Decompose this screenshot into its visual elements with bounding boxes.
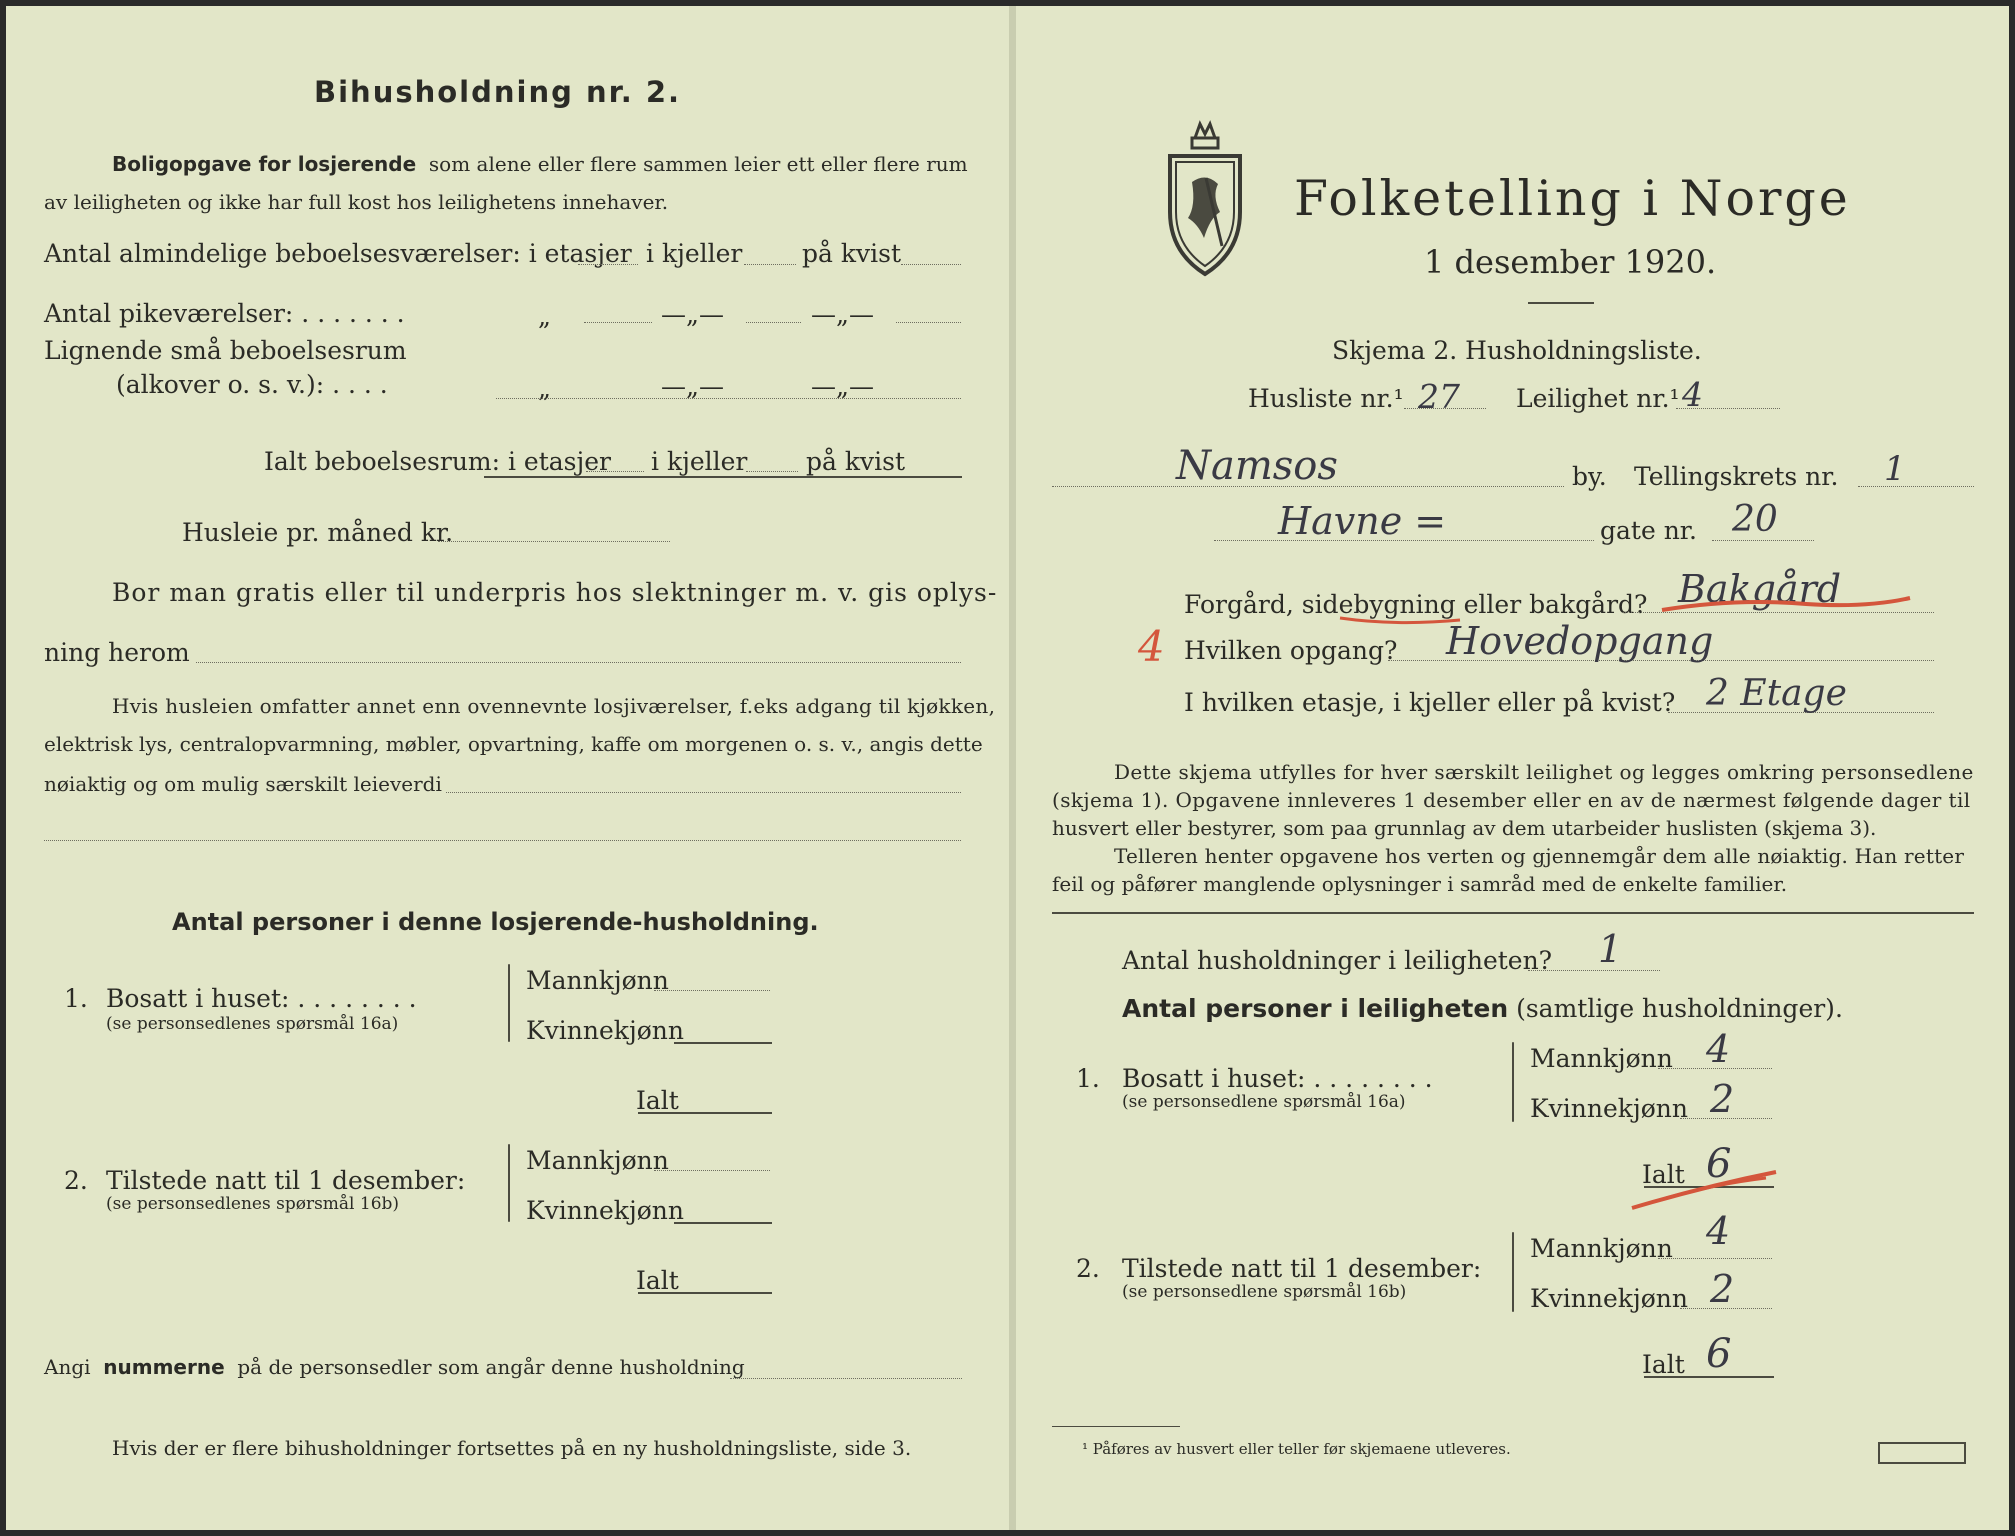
right-q2-sub: (se personsedlene spørsmål 16b) [1122,1282,1407,1302]
right-q2-mann-label: Mannkjønn [1530,1234,1673,1263]
left-q1-mann-label: Mannkjønn [526,966,669,995]
gate-nr-value: 20 [1732,499,1778,540]
info-line-5: feil og påfører manglende oplysninger i samråd med de enkelte familier. [1052,872,1788,896]
forgard-value: Bakgård [1678,567,1842,611]
leilighet-label: Leilighet nr.¹ [1516,384,1680,413]
pers-heading [1122,996,1843,1021]
ialt-underline [484,476,962,478]
left-page [6,6,1009,1530]
intro-line-1 [112,154,968,174]
etasje-label: I hvilken etasje, i kjeller eller på kvist? [1184,688,1676,717]
pers-rest: (samtlige husholdninger). [1516,994,1843,1023]
coat-of-arms-icon [1162,120,1248,280]
info-rule [1052,912,1974,914]
pike-ditto-3: —„— [811,300,874,329]
left-antal-heading: Antal personer i denne losjerende-husholdning. [172,908,819,936]
rooms-kvist-field[interactable] [901,264,961,265]
pike-kjeller-field[interactable] [746,322,801,323]
right-q1-ialt-value: 6 [1706,1141,1732,1187]
left-q2-num: 2. [64,1166,88,1195]
left-q1-label: Bosatt i huset: . . . . . . . . [106,984,417,1013]
info-line-1: Dette skjema utfylles for hver særskilt leilighet og legges omkring personsedlene [1114,760,1974,784]
krets-label: Tellingskrets nr. [1634,462,1839,491]
intro-line-2: av leiligheten og ikke har full kost hos leilighetens innehaver. [44,190,669,214]
right-q2-mann-field[interactable] [1658,1258,1772,1259]
right-q2-mann-value: 4 [1706,1209,1731,1253]
right-q2-kvinne-label: Kvinnekjønn [1530,1284,1688,1313]
husliste-label: Husliste nr.¹ [1248,384,1404,413]
hvis-field-1[interactable] [446,792,961,793]
angi-field[interactable] [730,1378,962,1379]
hvis-line-1: Hvis husleien omfatter annet enn ovennevnte losjiværelser, f.eks adgang til kjøkken, [112,694,996,718]
info-line-4: Telleren henter opgavene hos verten og gjennemgår dem alle nøiaktig. Han retter [1114,844,1965,868]
left-q2-label: Tilstede natt til 1 desember: [106,1166,466,1195]
lignende-ditto-1: „ [538,374,551,403]
rooms-label: Antal almindelige beboelsesværelser: i etasjer [44,239,632,268]
bor-field[interactable] [196,662,961,663]
pike-ditto-1: „ [538,302,551,331]
skjema-label: Skjema 2. Husholdningsliste. [1332,336,1702,365]
ialt-kjeller-field[interactable] [746,471,798,472]
lignende-ditto-3: —„— [811,372,874,401]
form-title: Folketelling i Norge [1294,170,1851,227]
pike-etasjer-field[interactable] [584,322,652,323]
husleie-label: Husleie pr. måned kr. [182,518,454,547]
left-q1-mann-field[interactable] [654,990,770,991]
right-q2-kvinne-value: 2 [1710,1267,1735,1311]
pers-bold: Antal personer i leiligheten [1122,994,1509,1023]
lignende-ditto-2: —„— [661,372,724,401]
ialt-rooms-label: Ialt beboelsesrum: i etasjer [264,447,612,476]
pike-label: Antal pikeværelser: . . . . . . . [44,299,405,328]
intro-rest: som alene eller flere sammen leier ett eller flere rum [428,152,968,176]
footnote: ¹ Påføres av husvert eller teller før skjemaene utleveres. [1082,1440,1511,1458]
left-q2-mann-label: Mannkjønn [526,1146,669,1175]
printer-stamp [1878,1442,1966,1464]
hush-field[interactable] [1528,970,1660,971]
left-q1-kvinne-label: Kvinnekjønn [526,1016,684,1045]
left-q2-ialt-field[interactable] [638,1292,772,1294]
rooms-kjeller-label: i kjeller [646,239,743,268]
footnote-rule [1052,1426,1180,1427]
intro-bold: Boligopgave for losjerende [112,152,417,176]
gate-nr-field[interactable] [1712,540,1814,541]
right-q1-brace [1512,1042,1514,1122]
hvis-line-3: nøiaktig og om mulig særskilt leieverdi [44,772,442,796]
left-q1-brace [508,964,510,1042]
etasje-value: 2 Etage [1706,673,1847,714]
hush-value: 1 [1598,927,1623,971]
angi-bold: nummerne [103,1355,225,1379]
hvis-field-2[interactable] [44,840,961,841]
left-q2-sub: (se personsedlenes spørsmål 16b) [106,1194,400,1214]
rooms-etasjer-field[interactable] [578,264,638,265]
right-q1-sub: (se personsedlene spørsmål 16a) [1122,1092,1406,1112]
lignende-field[interactable] [496,398,961,399]
angi-rest: på de personsedler som angår denne husholdning [237,1355,745,1379]
pike-kvist-field[interactable] [896,322,961,323]
left-q2-mann-field[interactable] [654,1170,770,1171]
gate-value: Havne = [1278,499,1447,543]
husliste-value: 27 [1418,377,1460,416]
left-q1-num: 1. [64,984,88,1013]
leilighet-value: 4 [1682,375,1703,414]
left-title: Bihusholdning nr. 2. [314,75,682,109]
ialt-etasjer-field[interactable] [586,471,644,472]
page-fold [1009,6,1016,1530]
pike-ditto-2: —„— [661,300,724,329]
right-q1-num: 1. [1076,1064,1100,1093]
lignende-label-2: (alkover o. s. v.): . . . . [116,370,388,399]
opgang-value: Hovedopgang [1446,619,1714,663]
forgard-label: Forgård, sidebygning eller bakgård? [1184,590,1648,619]
left-q1-sub: (se personsedlenes spørsmål 16a) [106,1014,399,1034]
left-q1-ialt-label: Ialt [636,1086,679,1115]
left-q2-ialt-label: Ialt [636,1266,679,1295]
margin-mark: 4 [1138,622,1165,671]
bor-line-2: ning herom [44,638,190,667]
left-q2-kvinne-field[interactable] [674,1222,772,1224]
left-q1-ialt-field[interactable] [638,1112,772,1114]
left-footer: Hvis der er flere bihusholdninger fortsettes på en ny husholdningsliste, side 3. [112,1436,912,1460]
krets-value: 1 [1884,449,1906,489]
lignende-label-1: Lignende små beboelsesrum [44,336,407,365]
hush-label: Antal husholdninger i leiligheten? [1122,946,1553,975]
rooms-kvist-label: på kvist [802,239,901,268]
info-line-3: husvert eller bestyrer, som paa grunnlag av dem utarbeider huslisten (skjema 3). [1052,816,1877,840]
ialt-kjeller-label: i kjeller [651,447,748,476]
bor-line-1: Bor man gratis eller til underpris hos slektninger m. v. gis oplys- [112,578,998,607]
right-q2-ialt-label: Ialt [1642,1350,1685,1379]
form-date: 1 desember 1920. [1424,243,1717,281]
hvis-line-2: elektrisk lys, centralopvarmning, møbler, opvartning, kaffe om morgenen o. s. v., angis dette [44,732,983,756]
right-q1-mann-label: Mannkjønn [1530,1044,1673,1073]
right-q2-brace [1512,1232,1514,1312]
angi-pre: Angi [44,1355,91,1379]
info-line-2: (skjema 1). Opgavene innleveres 1 desember eller en av de nærmest følgende dager til [1052,788,1971,812]
by-value: Namsos [1176,443,1338,489]
ialt-kvist-label: på kvist [806,447,905,476]
right-q1-mann-value: 4 [1706,1027,1731,1071]
title-rule [1528,302,1594,304]
opgang-label: Hvilken opgang? [1184,636,1398,665]
right-q1-kvinne-value: 2 [1710,1077,1735,1121]
right-q1-ialt-label: Ialt [1642,1160,1685,1189]
left-q2-kvinne-label: Kvinnekjønn [526,1196,684,1225]
right-q2-label: Tilstede natt til 1 desember: [1122,1254,1482,1283]
right-q1-kvinne-label: Kvinnekjønn [1530,1094,1688,1123]
ialt-red-correction [1626,1156,1786,1216]
census-sheet [6,6,2009,1530]
gate-label: gate nr. [1600,516,1697,545]
husleie-field[interactable] [438,541,670,542]
right-q2-num: 2. [1076,1254,1100,1283]
rooms-kjeller-field[interactable] [744,264,796,265]
krets-field[interactable] [1858,486,1974,487]
angi-line [44,1357,745,1377]
right-q1-label: Bosatt i huset: . . . . . . . . [1122,1064,1433,1093]
right-page [1016,6,2009,1530]
left-q2-brace [508,1144,510,1222]
by-label: by. [1572,462,1607,491]
right-q2-ialt-value: 6 [1706,1331,1732,1377]
left-q1-kvinne-field[interactable] [674,1042,772,1044]
